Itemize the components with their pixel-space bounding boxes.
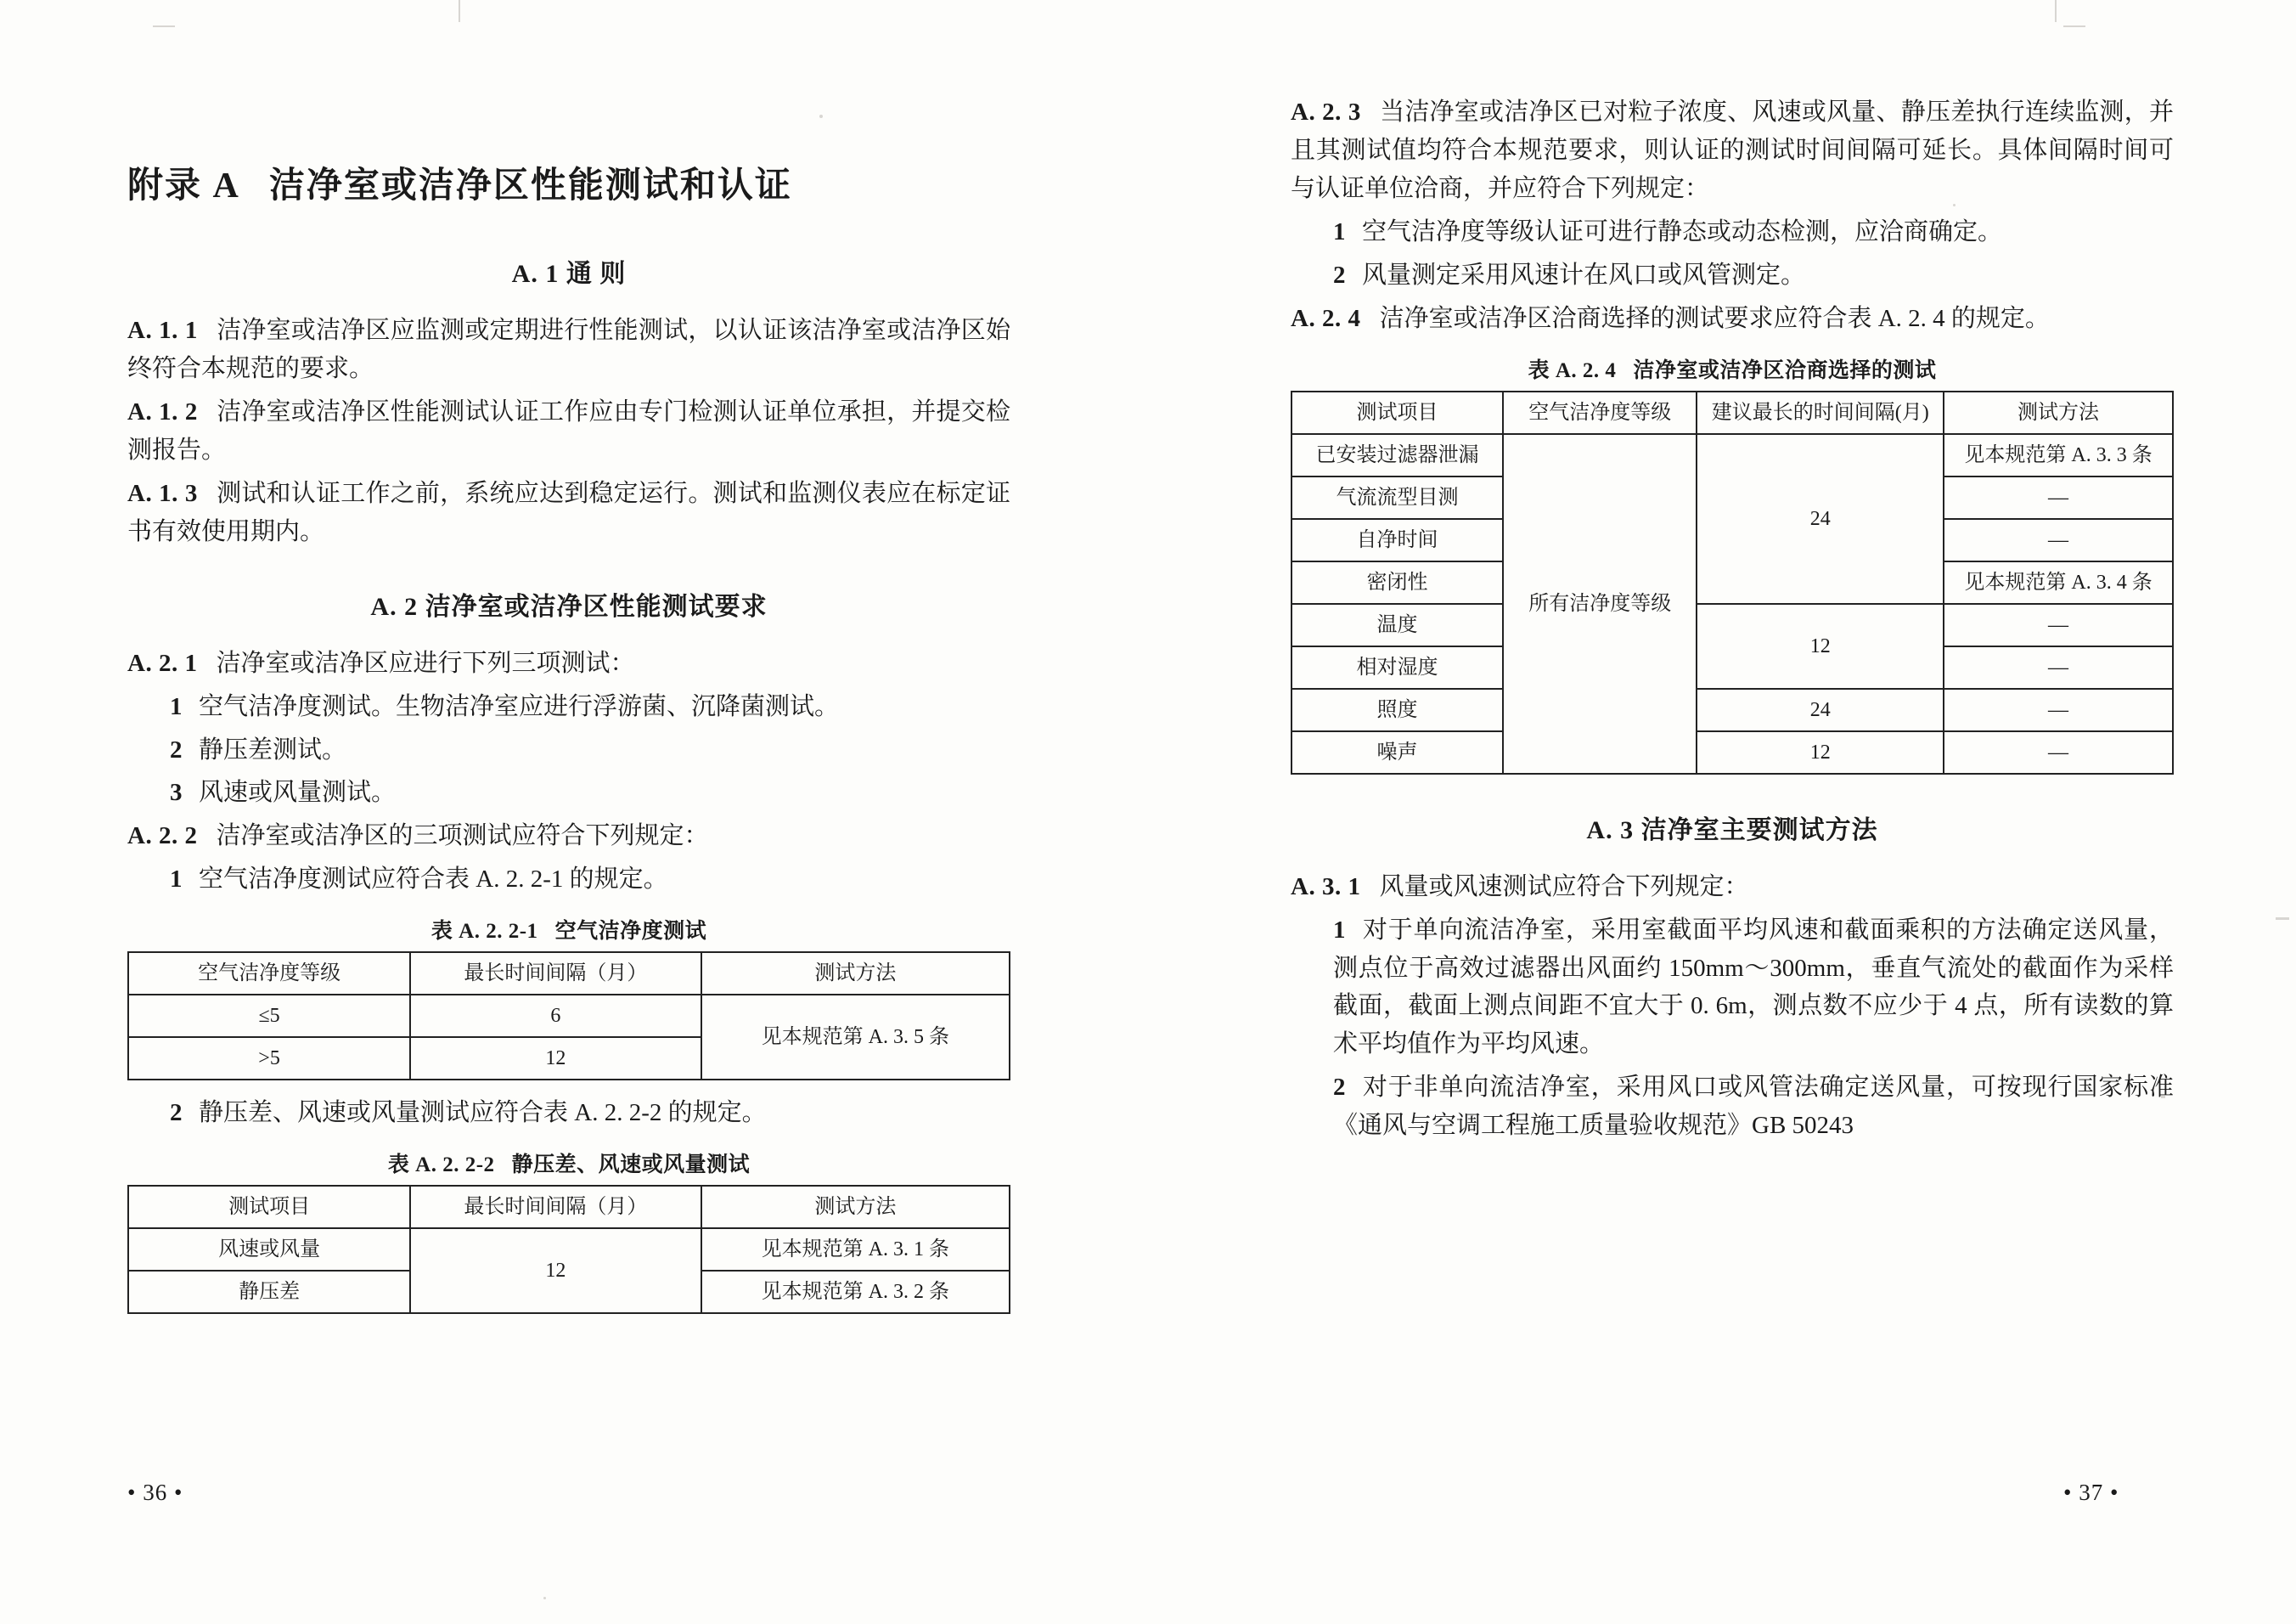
table-cell: 12 — [1697, 731, 1944, 774]
list-item-text: 空气洁净度测试应符合表 A. 2. 2-1 的规定。 — [199, 866, 668, 894]
clause-a-1-3-label: A. 1. 3 — [127, 479, 198, 507]
clause-a-2-4-text: 洁净室或洁净区洽商选择的测试要求应符合表 A. 2. 4 的规定。 — [1379, 304, 2050, 332]
list-item — [127, 731, 1010, 770]
table-221-caption-number: 表 A. 2. 2-1 — [430, 920, 538, 944]
clause-a-1-2-label: A. 1. 2 — [127, 398, 198, 426]
list-item-text: 静压差、风速或风量测试应符合表 A. 2. 2-2 的规定。 — [199, 1099, 767, 1127]
clause-a-2-1-text: 洁净室或洁净区应进行下列三项测试： — [216, 649, 635, 677]
table-cell: 静压差 — [128, 1271, 410, 1313]
section-a1-heading: A. 1 通 则 — [511, 260, 627, 288]
table-224-caption-number: 表 A. 2. 4 — [1528, 358, 1617, 382]
list-item — [1291, 911, 2174, 1064]
table-row — [128, 995, 1010, 1037]
clause-a-2-2-text: 洁净室或洁净区的三项测试应符合下列规定： — [216, 822, 709, 850]
table-cell: 密闭性 — [1292, 561, 1503, 604]
table-air-cleanliness-test — [127, 951, 1010, 1080]
table-cell: 噪声 — [1292, 731, 1503, 774]
table-cell: 12 — [1697, 604, 1944, 689]
table-cell: 6 — [410, 995, 701, 1037]
table-header-cell: 最长时间间隔（月） — [410, 1186, 701, 1228]
clause-a-3-1 — [1291, 868, 2174, 906]
table-cell: — — [1944, 519, 2173, 561]
list-item — [127, 688, 1010, 726]
list-item-number: 2 — [1333, 261, 1346, 289]
list-item-number: 2 — [170, 736, 183, 764]
clause-a-3-1-text: 风量或风速测试应符合下列规定： — [1379, 872, 1749, 900]
clause-a-1-3-text: 测试和认证工作之前，系统应达到稳定运行。测试和监测仪表应在标定证书有效使用期内。 — [127, 479, 1010, 545]
table-cell: 气流流型目测 — [1292, 476, 1503, 519]
list-item-text: 静压差测试。 — [199, 736, 347, 764]
table-header-cell: 测试方法 — [1944, 392, 2173, 434]
clause-a-1-2 — [127, 393, 1010, 470]
list-item-number: 2 — [1333, 1074, 1346, 1102]
table-row — [1292, 434, 2173, 476]
table-cell: 已安装过滤器泄漏 — [1292, 434, 1503, 476]
table-cell: — — [1944, 476, 2173, 519]
table-row — [1292, 731, 2173, 774]
table-222-caption — [127, 1148, 1010, 1178]
table-cell: — — [1944, 731, 2173, 774]
section-a2-heading: A. 2 洁净室或洁净区性能测试要求 — [370, 592, 768, 621]
table-row — [1292, 689, 2173, 731]
list-item-text: 空气洁净度等级认证可进行静态或动态检测，应洽商确定。 — [1362, 217, 2003, 245]
table-cell: — — [1944, 646, 2173, 689]
table-header-cell: 建议最长的时间间隔(月) — [1697, 392, 1944, 434]
table-cell: 见本规范第 A. 3. 2 条 — [701, 1271, 1010, 1313]
appendix-title-number: 附录 A — [127, 166, 240, 206]
table-cell: 12 — [410, 1037, 701, 1080]
clause-a-2-3 — [1291, 93, 2174, 208]
table-cell: 风速或风量 — [128, 1228, 410, 1271]
table-cell: 照度 — [1292, 689, 1503, 731]
table-cell: 自净时间 — [1292, 519, 1503, 561]
table-cell: 见本规范第 A. 3. 5 条 — [701, 995, 1010, 1080]
clause-a-2-1 — [127, 645, 1010, 683]
clause-a-2-1-label: A. 2. 1 — [127, 649, 198, 677]
table-header-cell: 空气洁净度等级 — [1503, 392, 1697, 434]
section-a3-heading: A. 3 洁净室主要测试方法 — [1586, 815, 1878, 844]
list-item-number: 1 — [170, 866, 183, 894]
table-cell: 24 — [1697, 434, 1944, 604]
table-cell: 24 — [1697, 689, 1944, 731]
table-header-cell: 测试方法 — [701, 952, 1010, 995]
list-item-text: 对于非单向流洁净室，采用风口或风管法确定送风量，可按现行国家标准《通风与空调工程施工质量验收规范》GB 50243 — [1333, 1074, 2174, 1140]
table-221-caption — [127, 914, 1010, 945]
table-222-caption-title: 静压差、风速或风量测试 — [511, 1153, 751, 1177]
list-item — [127, 774, 1010, 812]
list-item-text: 对于单向流洁净室，采用室截面平均风速和截面乘积的方法确定送风量，测点位于高效过滤器出风面约 150mm～300mm，垂直气流处的截面作为采样截面，截面上测点间距不宜大于 0. 6m，测点数不应少于 4 点，所有读数的算术平均值作为平均风速。 — [1333, 916, 2174, 1058]
clause-a-2-2-label: A. 2. 2 — [127, 822, 198, 850]
list-item — [127, 1094, 1010, 1132]
table-pressure-velocity-test — [127, 1185, 1010, 1314]
list-item-number: 2 — [170, 1099, 183, 1127]
table-cell: 见本规范第 A. 3. 3 条 — [1944, 434, 2173, 476]
list-item — [1291, 1069, 2174, 1145]
page-number-right: • 37 • — [2063, 1480, 2119, 1505]
scan-artifact — [543, 1597, 546, 1599]
clause-a-1-2-text: 洁净室或洁净区性能测试认证工作应由专门检测认证单位承担，并提交检测报告。 — [127, 398, 1010, 464]
table-cell: — — [1944, 604, 2173, 646]
table-cell: 见本规范第 A. 3. 4 条 — [1944, 561, 2173, 604]
table-cell: 12 — [410, 1228, 701, 1313]
table-cell: 温度 — [1292, 604, 1503, 646]
list-item-number: 1 — [170, 692, 183, 720]
table-224-caption-title: 洁净室或洁净区洽商选择的测试 — [1633, 358, 1937, 382]
list-item-number: 3 — [170, 779, 183, 807]
table-cell: 见本规范第 A. 3. 1 条 — [701, 1228, 1010, 1271]
table-header-cell: 测试方法 — [701, 1186, 1010, 1228]
right-page-column — [1291, 0, 2174, 1150]
list-item — [1291, 257, 2174, 295]
table-222-caption-number: 表 A. 2. 2-2 — [387, 1153, 495, 1177]
table-optional-tests — [1291, 391, 2174, 775]
list-item-text: 风速或风量测试。 — [199, 779, 397, 807]
table-header-cell: 最长时间间隔（月） — [410, 952, 701, 995]
left-page-column — [127, 0, 1010, 1314]
table-header-cell: 测试项目 — [128, 1186, 410, 1228]
scan-artifact — [2276, 917, 2289, 920]
clause-a-2-2 — [127, 817, 1010, 855]
table-cell-grade: 所有洁净度等级 — [1503, 434, 1697, 774]
clause-a-2-4 — [1291, 300, 2174, 338]
clause-a-2-4-label: A. 2. 4 — [1291, 304, 1361, 332]
table-header-cell: 测试项目 — [1292, 392, 1503, 434]
appendix-title-text: 洁净室或洁净区性能测试和认证 — [268, 166, 792, 206]
clause-a-3-1-label: A. 3. 1 — [1291, 872, 1361, 900]
table-row — [1292, 604, 2173, 646]
table-header-cell: 空气洁净度等级 — [128, 952, 410, 995]
list-item-text: 空气洁净度测试。生物洁净室应进行浮游菌、沉降菌测试。 — [199, 692, 840, 720]
table-224-caption — [1291, 353, 2174, 384]
clause-a-1-1-label: A. 1. 1 — [127, 317, 198, 344]
clause-a-1-1 — [127, 312, 1010, 388]
list-item-number: 1 — [1333, 916, 1346, 944]
page-number-left: • 36 • — [127, 1480, 183, 1505]
clause-a-1-1-text: 洁净室或洁净区应监测或定期进行性能测试，以认证该洁净室或洁净区始终符合本规范的要求。 — [127, 317, 1010, 382]
list-item-text: 风量测定采用风速计在风口或风管测定。 — [1362, 261, 1806, 289]
clause-a-1-3 — [127, 475, 1010, 551]
table-cell: 相对湿度 — [1292, 646, 1503, 689]
table-cell: ≤5 — [128, 995, 410, 1037]
list-item — [127, 860, 1010, 899]
table-cell: — — [1944, 689, 2173, 731]
table-header-row — [128, 952, 1010, 995]
appendix-title — [127, 157, 1010, 208]
clause-a-2-3-label: A. 2. 3 — [1291, 99, 1361, 126]
clause-a-2-3-text: 当洁净室或洁净区已对粒子浓度、风速或风量、静压差执行连续监测，并且其测试值均符合本规范要求，则认证的测试时间间隔可延长。具体间隔时间可与认证单位洽商，并应符合下列规定： — [1291, 99, 2174, 202]
table-row — [128, 1228, 1010, 1271]
list-item — [1291, 213, 2174, 251]
table-cell: >5 — [128, 1037, 410, 1080]
list-item-number: 1 — [1333, 217, 1346, 245]
table-221-caption-title: 空气洁净度测试 — [554, 920, 707, 944]
table-header-row — [128, 1186, 1010, 1228]
table-header-row — [1292, 392, 2173, 434]
